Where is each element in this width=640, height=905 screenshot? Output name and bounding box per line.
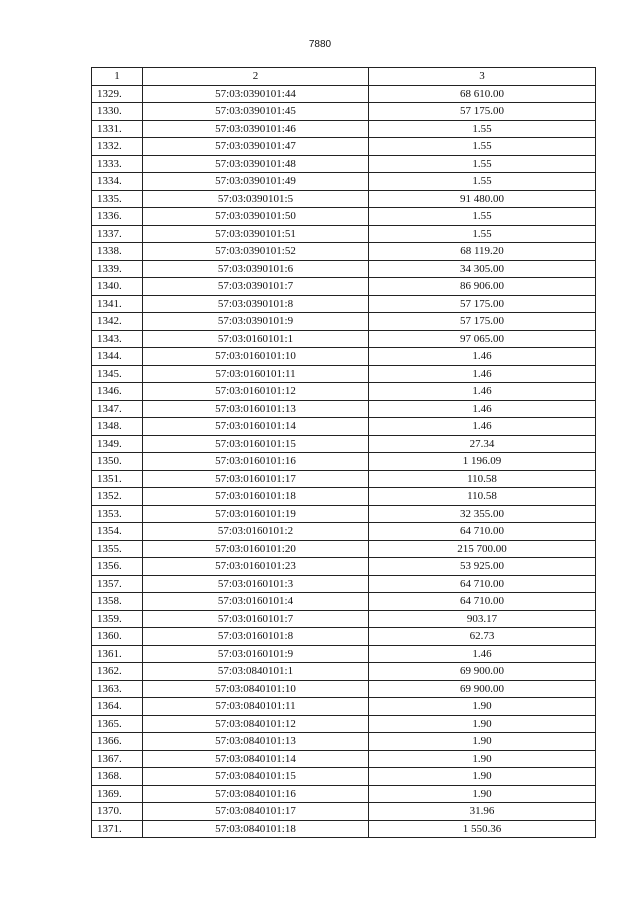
value-cell: 86 906.00 <box>369 278 596 296</box>
table-row <box>92 470 596 488</box>
cadastral-number-cell: 57:03:0160101:16 <box>143 453 369 471</box>
table-row <box>92 173 596 191</box>
value-cell: 64 710.00 <box>369 523 596 541</box>
table-row <box>92 400 596 418</box>
table-row <box>92 120 596 138</box>
row-number-cell: 1355. <box>92 540 143 558</box>
value-cell: 903.17 <box>369 610 596 628</box>
row-number-cell: 1356. <box>92 558 143 576</box>
column-header: 2 <box>143 68 369 86</box>
cadastral-number-cell: 57:03:0390101:49 <box>143 173 369 191</box>
cadastral-number-cell: 57:03:0840101:17 <box>143 803 369 821</box>
row-number-cell: 1369. <box>92 785 143 803</box>
value-cell: 69 900.00 <box>369 663 596 681</box>
table-row <box>92 505 596 523</box>
row-number-cell: 1344. <box>92 348 143 366</box>
table-row <box>92 715 596 733</box>
table-row <box>92 225 596 243</box>
table-row <box>92 365 596 383</box>
row-number-cell: 1351. <box>92 470 143 488</box>
value-cell: 1.46 <box>369 645 596 663</box>
cadastral-number-cell: 57:03:0840101:11 <box>143 698 369 716</box>
cadastral-number-cell: 57:03:0160101:20 <box>143 540 369 558</box>
cadastral-number-cell: 57:03:0840101:12 <box>143 715 369 733</box>
table-row <box>92 540 596 558</box>
row-number-cell: 1336. <box>92 208 143 226</box>
cadastral-number-cell: 57:03:0390101:47 <box>143 138 369 156</box>
row-number-cell: 1371. <box>92 820 143 838</box>
value-cell: 110.58 <box>369 488 596 506</box>
table-row <box>92 330 596 348</box>
row-number-cell: 1338. <box>92 243 143 261</box>
row-number-cell: 1362. <box>92 663 143 681</box>
table-row <box>92 138 596 156</box>
row-number-cell: 1364. <box>92 698 143 716</box>
row-number-cell: 1329. <box>92 85 143 103</box>
value-cell: 27.34 <box>369 435 596 453</box>
cadastral-number-cell: 57:03:0160101:23 <box>143 558 369 576</box>
table-row <box>92 803 596 821</box>
table-row <box>92 488 596 506</box>
row-number-cell: 1331. <box>92 120 143 138</box>
value-cell: 34 305.00 <box>369 260 596 278</box>
value-cell: 91 480.00 <box>369 190 596 208</box>
cadastral-number-cell: 57:03:0160101:12 <box>143 383 369 401</box>
row-number-cell: 1334. <box>92 173 143 191</box>
cadastral-number-cell: 57:03:0840101:10 <box>143 680 369 698</box>
table-row <box>92 785 596 803</box>
row-number-cell: 1342. <box>92 313 143 331</box>
value-cell: 62.73 <box>369 628 596 646</box>
value-cell: 64 710.00 <box>369 593 596 611</box>
cadastral-number-cell: 57:03:0160101:14 <box>143 418 369 436</box>
row-number-cell: 1337. <box>92 225 143 243</box>
table-row <box>92 610 596 628</box>
cadastral-number-cell: 57:03:0390101:48 <box>143 155 369 173</box>
value-cell: 97 065.00 <box>369 330 596 348</box>
value-cell: 1.46 <box>369 418 596 436</box>
value-cell: 68 610.00 <box>369 85 596 103</box>
table-row <box>92 628 596 646</box>
table-row <box>92 260 596 278</box>
value-cell: 1.90 <box>369 750 596 768</box>
cadastral-number-cell: 57:03:0160101:8 <box>143 628 369 646</box>
row-number-cell: 1352. <box>92 488 143 506</box>
cadastral-number-cell: 57:03:0390101:50 <box>143 208 369 226</box>
cadastral-number-cell: 57:03:0390101:46 <box>143 120 369 138</box>
cadastral-number-cell: 57:03:0160101:17 <box>143 470 369 488</box>
row-number-cell: 1361. <box>92 645 143 663</box>
table-row <box>92 418 596 436</box>
value-cell: 1.46 <box>369 383 596 401</box>
cadastral-number-cell: 57:03:0160101:18 <box>143 488 369 506</box>
cadastral-number-cell: 57:03:0160101:4 <box>143 593 369 611</box>
row-number-cell: 1370. <box>92 803 143 821</box>
row-number-cell: 1340. <box>92 278 143 296</box>
row-number-cell: 1354. <box>92 523 143 541</box>
value-cell: 1.46 <box>369 365 596 383</box>
value-cell: 31.96 <box>369 803 596 821</box>
row-number-cell: 1332. <box>92 138 143 156</box>
table-row <box>92 208 596 226</box>
cadastral-number-cell: 57:03:0390101:8 <box>143 295 369 313</box>
table-body <box>92 85 596 838</box>
row-number-cell: 1368. <box>92 768 143 786</box>
cadastral-number-cell: 57:03:0160101:11 <box>143 365 369 383</box>
row-number-cell: 1345. <box>92 365 143 383</box>
cadastral-number-cell: 57:03:0160101:7 <box>143 610 369 628</box>
cadastral-number-cell: 57:03:0390101:9 <box>143 313 369 331</box>
table-row <box>92 190 596 208</box>
value-cell: 1.90 <box>369 698 596 716</box>
table-row <box>92 733 596 751</box>
table-row <box>92 295 596 313</box>
cadastral-number-cell: 57:03:0840101:13 <box>143 733 369 751</box>
row-number-cell: 1353. <box>92 505 143 523</box>
table-row <box>92 663 596 681</box>
value-cell: 57 175.00 <box>369 313 596 331</box>
value-cell: 53 925.00 <box>369 558 596 576</box>
row-number-cell: 1363. <box>92 680 143 698</box>
value-cell: 215 700.00 <box>369 540 596 558</box>
value-cell: 1.46 <box>369 400 596 418</box>
table-row <box>92 85 596 103</box>
row-number-cell: 1333. <box>92 155 143 173</box>
value-cell: 1 550.36 <box>369 820 596 838</box>
row-number-cell: 1348. <box>92 418 143 436</box>
cadastral-number-cell: 57:03:0840101:15 <box>143 768 369 786</box>
row-number-cell: 1366. <box>92 733 143 751</box>
table-row <box>92 383 596 401</box>
table-row <box>92 523 596 541</box>
value-cell: 57 175.00 <box>369 295 596 313</box>
row-number-cell: 1358. <box>92 593 143 611</box>
cadastral-number-cell: 57:03:0160101:10 <box>143 348 369 366</box>
table-header-row <box>92 68 596 86</box>
row-number-cell: 1360. <box>92 628 143 646</box>
cadastral-number-cell: 57:03:0390101:6 <box>143 260 369 278</box>
table-row <box>92 680 596 698</box>
cadastral-number-cell: 57:03:0840101:1 <box>143 663 369 681</box>
table-row <box>92 453 596 471</box>
row-number-cell: 1357. <box>92 575 143 593</box>
data-table <box>91 67 596 838</box>
value-cell: 68 119.20 <box>369 243 596 261</box>
cadastral-number-cell: 57:03:0390101:5 <box>143 190 369 208</box>
row-number-cell: 1346. <box>92 383 143 401</box>
cadastral-number-cell: 57:03:0390101:45 <box>143 103 369 121</box>
table-row <box>92 243 596 261</box>
table-row <box>92 313 596 331</box>
value-cell: 1.90 <box>369 768 596 786</box>
cadastral-number-cell: 57:03:0160101:3 <box>143 575 369 593</box>
value-cell: 1.90 <box>369 785 596 803</box>
value-cell: 1.55 <box>369 208 596 226</box>
column-header: 3 <box>369 68 596 86</box>
value-cell: 1.55 <box>369 173 596 191</box>
table-row <box>92 645 596 663</box>
cadastral-number-cell: 57:03:0160101:1 <box>143 330 369 348</box>
value-cell: 1.55 <box>369 138 596 156</box>
row-number-cell: 1365. <box>92 715 143 733</box>
table-row <box>92 768 596 786</box>
value-cell: 32 355.00 <box>369 505 596 523</box>
value-cell: 110.58 <box>369 470 596 488</box>
row-number-cell: 1347. <box>92 400 143 418</box>
cadastral-number-cell: 57:03:0160101:15 <box>143 435 369 453</box>
table-row <box>92 103 596 121</box>
row-number-cell: 1349. <box>92 435 143 453</box>
value-cell: 1 196.09 <box>369 453 596 471</box>
row-number-cell: 1341. <box>92 295 143 313</box>
cadastral-number-cell: 57:03:0390101:44 <box>143 85 369 103</box>
table-row <box>92 278 596 296</box>
page-number: 7880 <box>308 39 332 50</box>
table-row <box>92 698 596 716</box>
cadastral-number-cell: 57:03:0160101:2 <box>143 523 369 541</box>
value-cell: 1.55 <box>369 155 596 173</box>
table-row <box>92 575 596 593</box>
table-row <box>92 558 596 576</box>
value-cell: 1.55 <box>369 120 596 138</box>
row-number-cell: 1335. <box>92 190 143 208</box>
row-number-cell: 1350. <box>92 453 143 471</box>
row-number-cell: 1339. <box>92 260 143 278</box>
cadastral-number-cell: 57:03:0390101:52 <box>143 243 369 261</box>
value-cell: 69 900.00 <box>369 680 596 698</box>
cadastral-number-cell: 57:03:0160101:19 <box>143 505 369 523</box>
value-cell: 64 710.00 <box>369 575 596 593</box>
table-row <box>92 820 596 838</box>
value-cell: 1.46 <box>369 348 596 366</box>
cadastral-number-cell: 57:03:0840101:18 <box>143 820 369 838</box>
row-number-cell: 1367. <box>92 750 143 768</box>
cadastral-number-cell: 57:03:0160101:13 <box>143 400 369 418</box>
value-cell: 1.90 <box>369 733 596 751</box>
table-row <box>92 435 596 453</box>
cadastral-number-cell: 57:03:0390101:7 <box>143 278 369 296</box>
value-cell: 1.55 <box>369 225 596 243</box>
table-row <box>92 348 596 366</box>
value-cell: 1.90 <box>369 715 596 733</box>
table-row <box>92 155 596 173</box>
table-row <box>92 750 596 768</box>
cadastral-number-cell: 57:03:0160101:9 <box>143 645 369 663</box>
row-number-cell: 1330. <box>92 103 143 121</box>
value-cell: 57 175.00 <box>369 103 596 121</box>
cadastral-number-cell: 57:03:0390101:51 <box>143 225 369 243</box>
column-header: 1 <box>92 68 143 86</box>
row-number-cell: 1359. <box>92 610 143 628</box>
cadastral-number-cell: 57:03:0840101:16 <box>143 785 369 803</box>
row-number-cell: 1343. <box>92 330 143 348</box>
table-row <box>92 593 596 611</box>
cadastral-number-cell: 57:03:0840101:14 <box>143 750 369 768</box>
